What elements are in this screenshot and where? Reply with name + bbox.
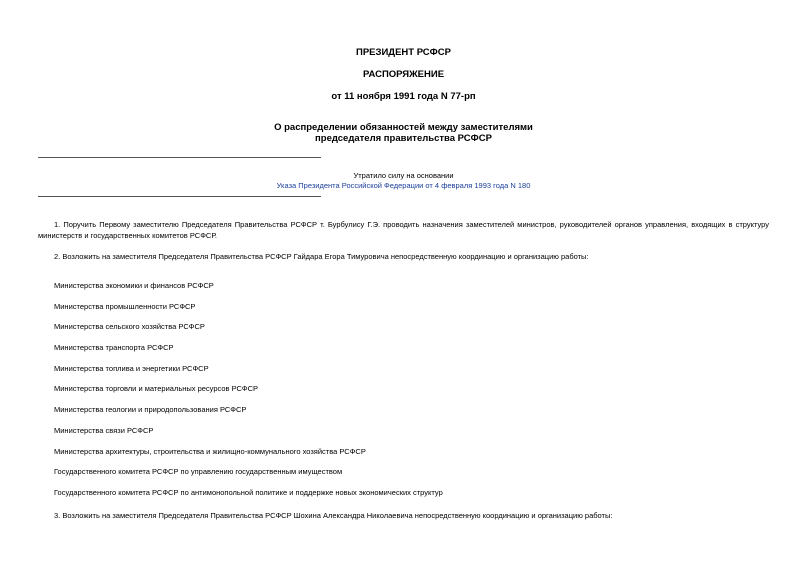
- status-note-text: Утратило силу на основании: [353, 171, 454, 180]
- list-item: Министерства связи РСФСР: [54, 425, 154, 435]
- list-item: Государственного комитета РСФСР по антимонопольной политике и поддержке новых экономических структур: [54, 487, 443, 497]
- bottom-divider: [38, 196, 321, 197]
- list-item: Министерства транспорта РСФСР: [54, 343, 174, 353]
- issuer-heading: ПРЕЗИДЕНТ РСФСР: [356, 47, 451, 58]
- document-title-line-1: О распределении обязанностей между заместителями: [274, 122, 533, 133]
- top-divider: [38, 157, 321, 158]
- paragraph-3: 3. Возложить на заместителя Председателя Правительства РСФСР Шохина Александра Николаевича непосредственную координацию и организацию работы:: [54, 511, 613, 520]
- list-item: Министерства экономики и финансов РСФСР: [54, 281, 214, 290]
- paragraph-2: 2. Возложить на заместителя Председателя Правительства РСФСР Гайдара Егора Тимуровича непосредственную координацию и организацию работы:: [54, 252, 589, 261]
- status-note-link[interactable]: Указа Президента Российской Федерации от 4 февраля 1993 года N 180: [276, 181, 531, 190]
- list-item: Министерства геологии и природопользования РСФСР: [54, 405, 247, 415]
- document-title-line-2: председателя правительства РСФСР: [315, 133, 492, 144]
- list-item: Министерства торговли и материальных ресурсов РСФСР: [54, 384, 259, 394]
- list-item: Министерства архитектуры, строительства и жилищно-коммунального хозяйства РСФСР: [54, 446, 366, 456]
- document-type-heading: РАСПОРЯЖЕНИЕ: [362, 69, 445, 80]
- date-number-heading: от 11 ноября 1991 года N 77-рп: [331, 91, 476, 102]
- list-item: Министерства топлива и энергетики РСФСР: [54, 363, 209, 373]
- list-item: Министерства промышленности РСФСР: [54, 301, 196, 311]
- list-item: Государственного комитета РСФСР по управлению государственным имуществом: [54, 467, 343, 477]
- paragraph-1: 1. Поручить Первому заместителю Председателя Правительства РСФСР т. Бурбулису Г.Э. проводить назначения заместителей министров, руководителей органов управления, входящих в структуру министерств и государственных комитетов РСФСР.: [38, 220, 769, 240]
- ministries-list: [54, 281, 754, 509]
- list-item: Министерства сельского хозяйства РСФСР: [54, 322, 205, 332]
